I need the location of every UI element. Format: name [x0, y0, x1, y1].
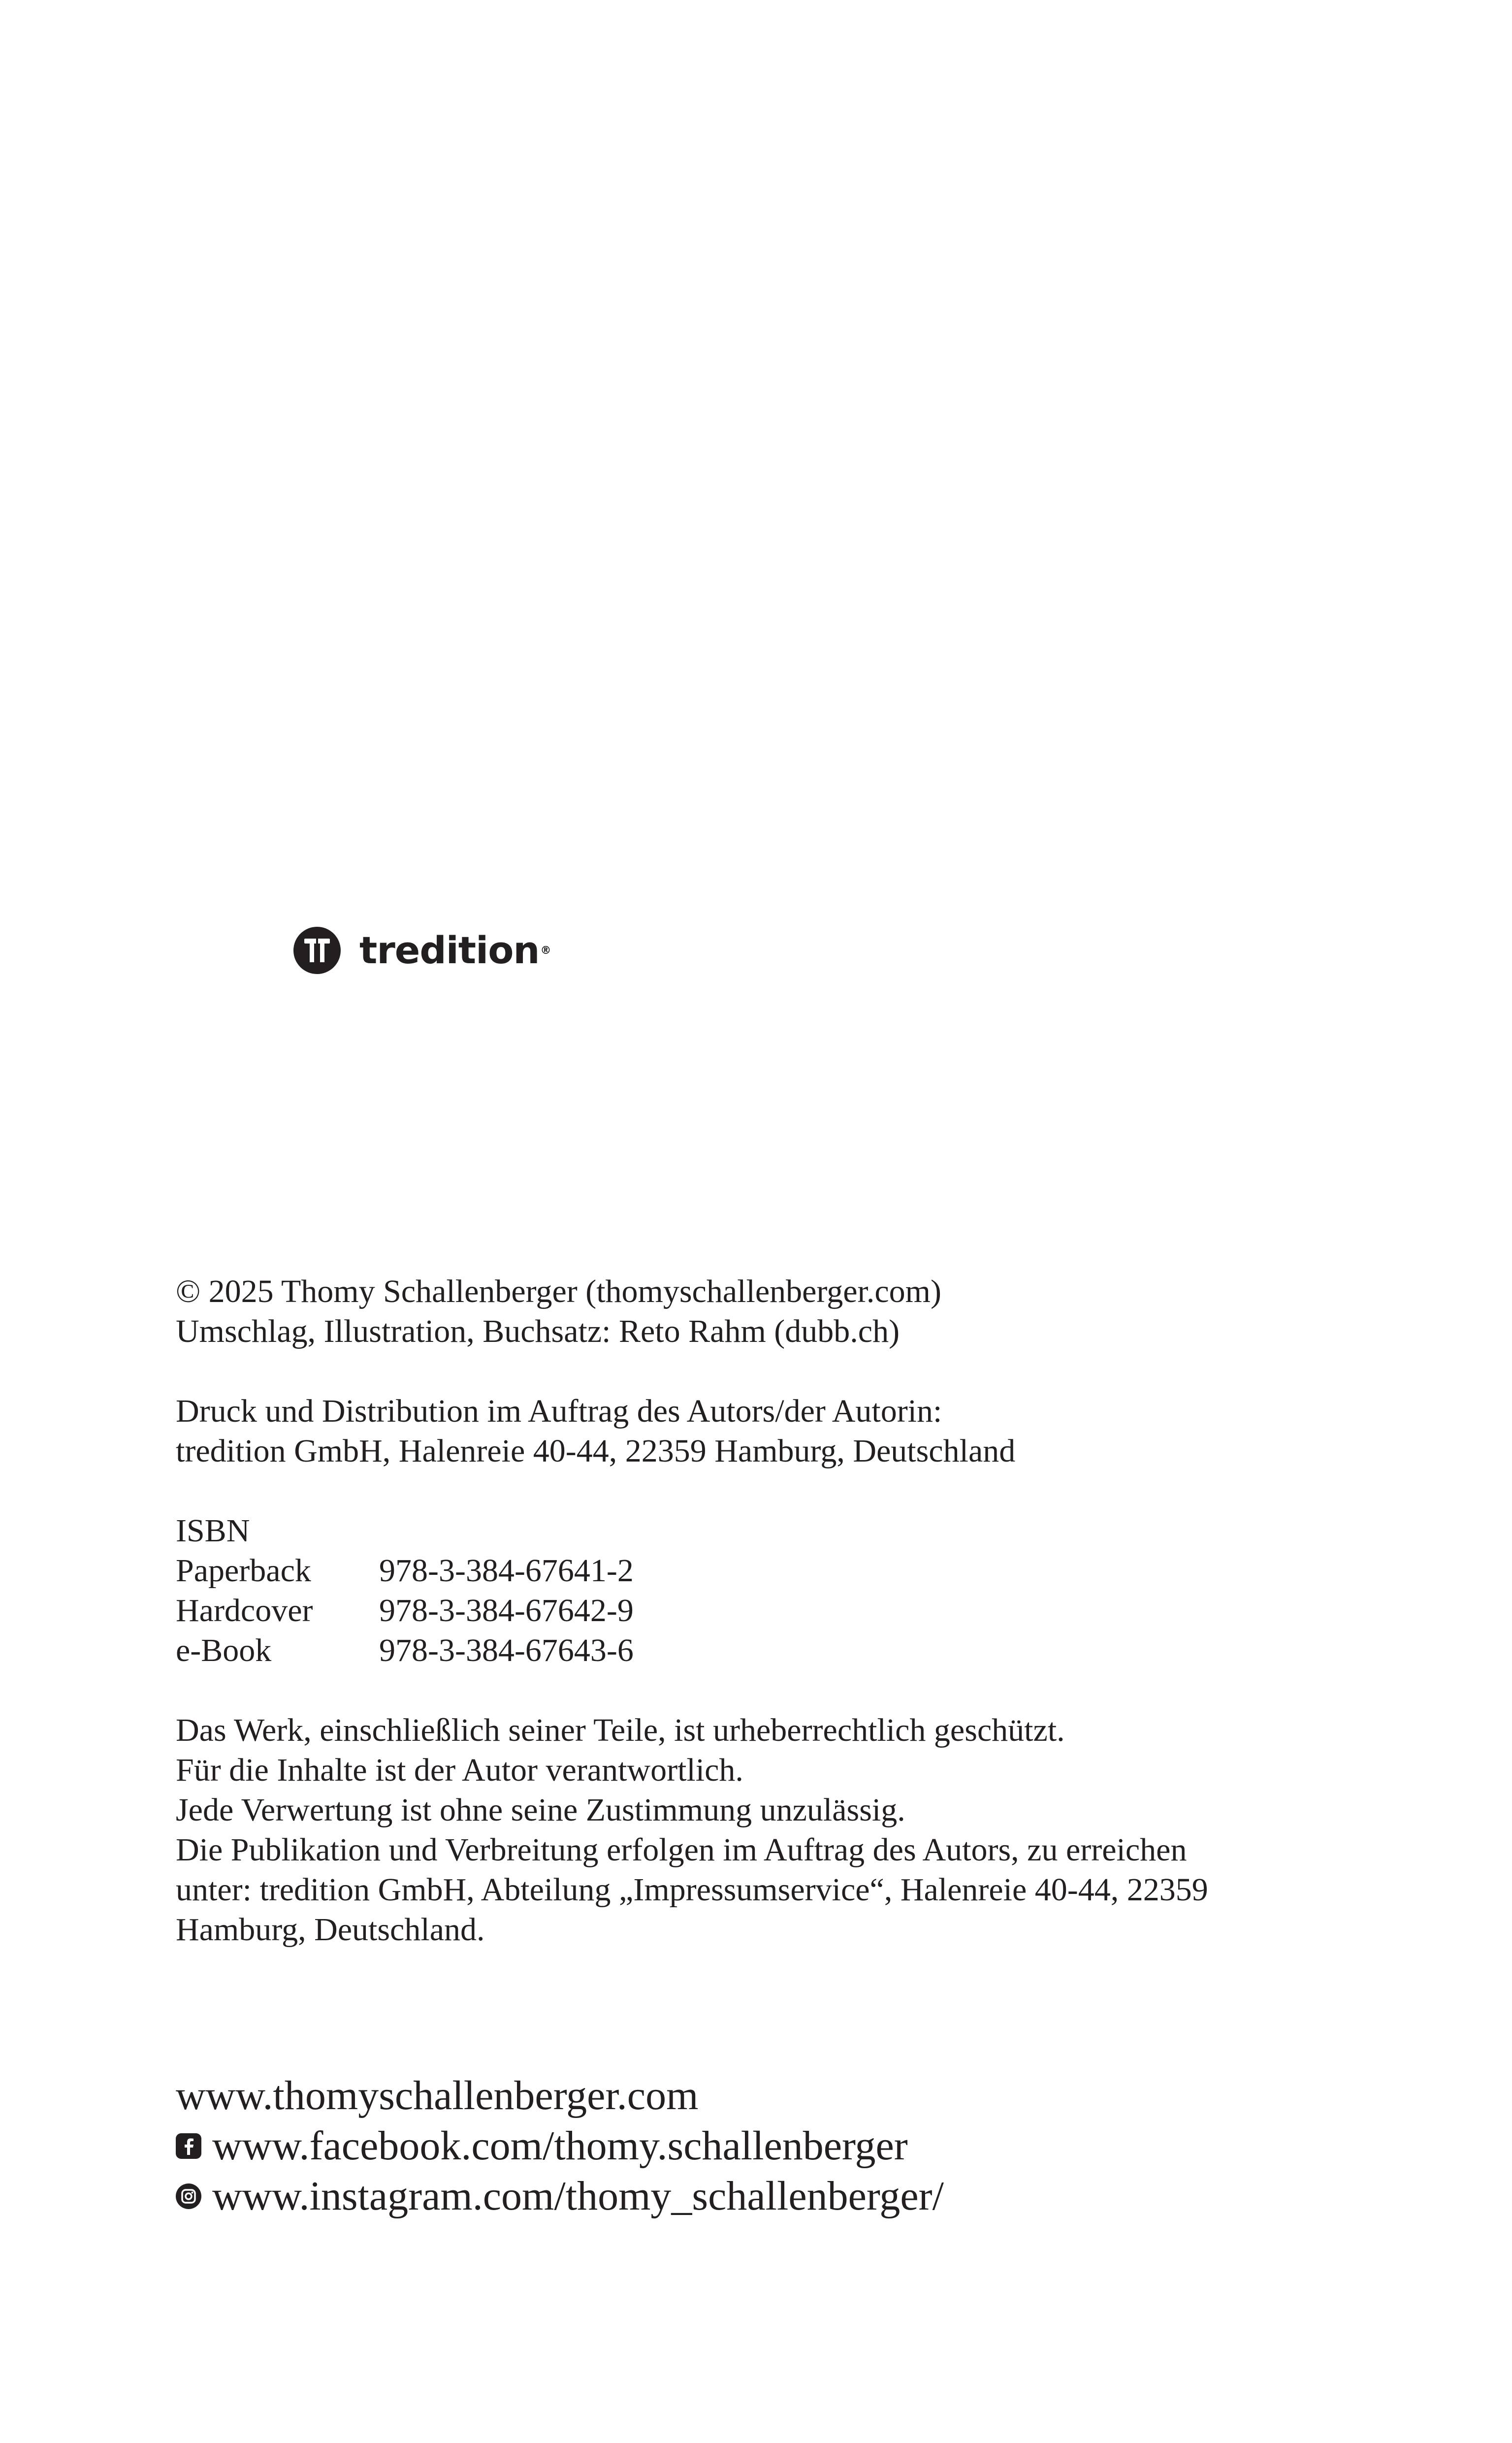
isbn-heading: ISBN — [176, 1513, 250, 1549]
legal-line: Jede Verwertung ist ohne seine Zustimmung unzulässig. — [176, 1792, 905, 1828]
isbn-format: Hardcover — [176, 1593, 313, 1629]
legal-line: Hamburg, Deutschland. — [176, 1912, 485, 1948]
instagram-link[interactable]: www.instagram.com/thomy_schallenberger/ — [212, 2173, 944, 2219]
spacer — [176, 1471, 1382, 1511]
copyright-line: © 2025 Thomy Schallenberger (thomyschallenberger.com) — [176, 1273, 941, 1309]
legal-line: Die Publikation und Verbreitung erfolgen im Auftrag des Autors, zu erreichen — [176, 1832, 1187, 1868]
isbn-number: 978-3-384-67641-2 — [379, 1553, 634, 1589]
facebook-link-row — [176, 2121, 944, 2171]
publisher-name: tredition — [359, 928, 540, 972]
isbn-row — [176, 1630, 1382, 1670]
isbn-row — [176, 1551, 1382, 1591]
distribution-line: Druck und Distribution im Auftrag des Autors/der Autorin: — [176, 1393, 942, 1429]
tredition-logo-icon — [293, 927, 341, 974]
isbn-format: Paperback — [176, 1553, 311, 1589]
legal-line: Für die Inhalte ist der Autor verantwortlich. — [176, 1752, 743, 1788]
isbn-number: 978-3-384-67642-9 — [379, 1593, 634, 1629]
registered-mark: ® — [540, 944, 551, 957]
distribution-address: tredition GmbH, Halenreie 40-44, 22359 Hamburg, Deutschland — [176, 1433, 1016, 1469]
isbn-number: 978-3-384-67643-6 — [379, 1632, 634, 1668]
spacer — [176, 1351, 1382, 1391]
credits-line: Umschlag, Illustration, Buchsatz: Reto Rahm (dubb.ch) — [176, 1313, 900, 1349]
publisher-logo — [293, 927, 551, 974]
imprint-block — [176, 1271, 1382, 1950]
instagram-link-row — [176, 2171, 944, 2221]
isbn-row — [176, 1591, 1382, 1630]
website-link[interactable]: www.thomyschallenberger.com — [176, 2073, 699, 2118]
spacer — [176, 1670, 1382, 1710]
web-links — [176, 2071, 944, 2221]
legal-line: unter: tredition GmbH, Abteilung „Impressumservice“, Halenreie 40-44, 22359 — [176, 1872, 1208, 1908]
facebook-icon — [176, 2133, 201, 2159]
instagram-icon — [176, 2183, 201, 2209]
isbn-format: e-Book — [176, 1632, 272, 1668]
legal-line: Das Werk, einschließlich seiner Teile, ist urheberrechtlich geschützt. — [176, 1712, 1065, 1748]
website-link-row — [176, 2071, 944, 2121]
facebook-link[interactable]: www.facebook.com/thomy.schallenberger — [212, 2123, 908, 2169]
